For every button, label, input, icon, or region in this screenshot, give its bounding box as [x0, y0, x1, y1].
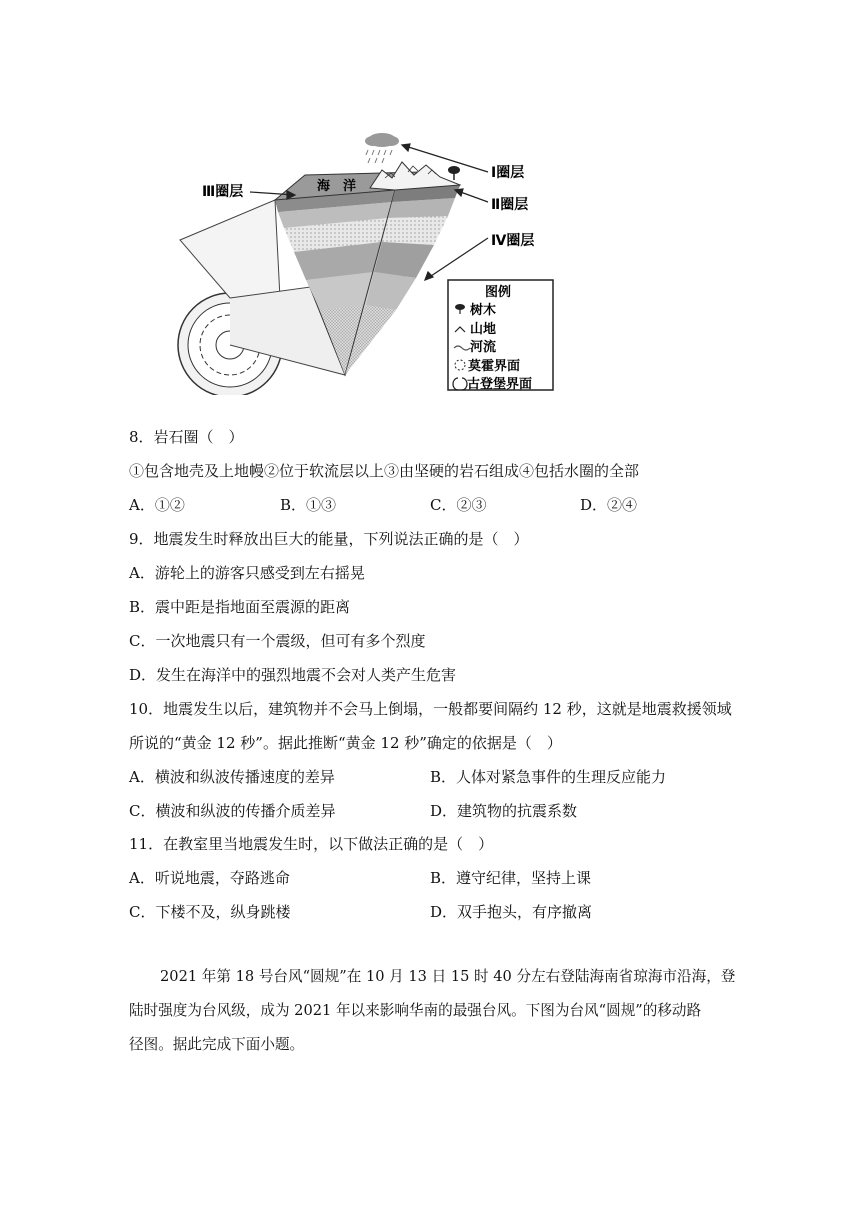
question-10-option-a[interactable]: A．横波和纵波传播速度的差异 — [129, 768, 335, 786]
question-11-option-d[interactable]: D．双手抱头，有序撤离 — [430, 903, 593, 921]
question-9-option-a[interactable]: A．游轮上的游客只感受到左右摇晃 — [129, 564, 365, 582]
question-10-option-d[interactable]: D．建筑物的抗震系数 — [430, 802, 578, 820]
sphere3-label: Ⅲ圈层 — [202, 184, 244, 200]
passage-line-1: 2021 年第 18 号台风“圆规”在 10 月 13 日 15 时 40 分左右登陆海南省琼海市沿海，登 — [160, 968, 736, 985]
question-11-option-c[interactable]: C．下楼不及，纵身跳楼 — [129, 903, 291, 921]
question-9-option-d[interactable]: D．发生在海洋中的强烈地震不会对人类产生危害 — [129, 666, 457, 684]
question-8-option-c[interactable]: C．②③ — [430, 496, 487, 514]
question-9-option-b[interactable]: B．震中距是指地面至震源的距离 — [129, 598, 351, 616]
question-9-stem: 9．地震发生时释放出巨大的能量，下列说法正确的是（ ） — [129, 530, 529, 548]
sphere1-label: Ⅰ圈层 — [491, 165, 525, 181]
question-10-stem-line2: 所说的“黄金 12 秒”。据此推断“黄金 12 秒”确定的依据是（ ） — [129, 734, 562, 752]
legend-box — [448, 280, 553, 392]
legend-item-tree: 树木 — [470, 303, 497, 318]
legend-item-moho: 莫霍界面 — [468, 359, 521, 374]
question-8-option-a[interactable]: A．①② — [129, 496, 185, 514]
legend-item-mountain: 山地 — [470, 322, 497, 337]
question-8-statements: ①包含地壳及上地幔②位于软流层以上③由坚硬的岩石组成④包括水圈的全部 — [129, 462, 640, 480]
question-11-option-a[interactable]: A．听说地震，夺路逃命 — [129, 869, 290, 887]
earth-spheres-diagram — [170, 120, 560, 395]
question-8-option-b[interactable]: B．①③ — [280, 496, 337, 514]
legend-item-river: 河流 — [470, 340, 497, 355]
cloud-rain-icon — [365, 133, 399, 163]
question-9-option-c[interactable]: C．一次地震只有一个震级，但可有多个烈度 — [129, 632, 426, 650]
sphere4-label: Ⅳ圈层 — [491, 233, 535, 249]
question-10-option-c[interactable]: C．横波和纵波的传播介质差异 — [129, 802, 336, 820]
tree-icon — [448, 166, 460, 180]
passage-line-3: 径图。据此完成下面小题。 — [129, 1036, 305, 1053]
question-10-stem-line1: 10．地震发生以后，建筑物并不会马上倒塌，一般都要间隔约 12 秒，这就是地震救援领域 — [129, 700, 732, 718]
ocean-label: 海 洋 — [317, 179, 357, 194]
question-10-option-b[interactable]: B．人体对紧急事件的生理反应能力 — [430, 768, 667, 786]
question-8-stem: 8．岩石圈（ ） — [129, 428, 244, 446]
question-11-option-b[interactable]: B．遵守纪律，坚持上课 — [430, 869, 592, 887]
earth-spheres-svg — [170, 120, 560, 395]
question-11-stem: 11．在教室里当地震发生时，以下做法正确的是（ ） — [129, 835, 494, 853]
legend-title: 图例 — [485, 285, 512, 300]
question-8-option-d[interactable]: D．②④ — [580, 496, 638, 514]
legend-item-gutenberg: 古登堡界面 — [467, 377, 533, 392]
passage-line-2: 陆时强度为台风级，成为 2021 年以来影响华南的最强台风。下图为台风“圆规”的移动路 — [129, 1002, 702, 1019]
sphere2-label: Ⅱ圈层 — [491, 197, 529, 213]
